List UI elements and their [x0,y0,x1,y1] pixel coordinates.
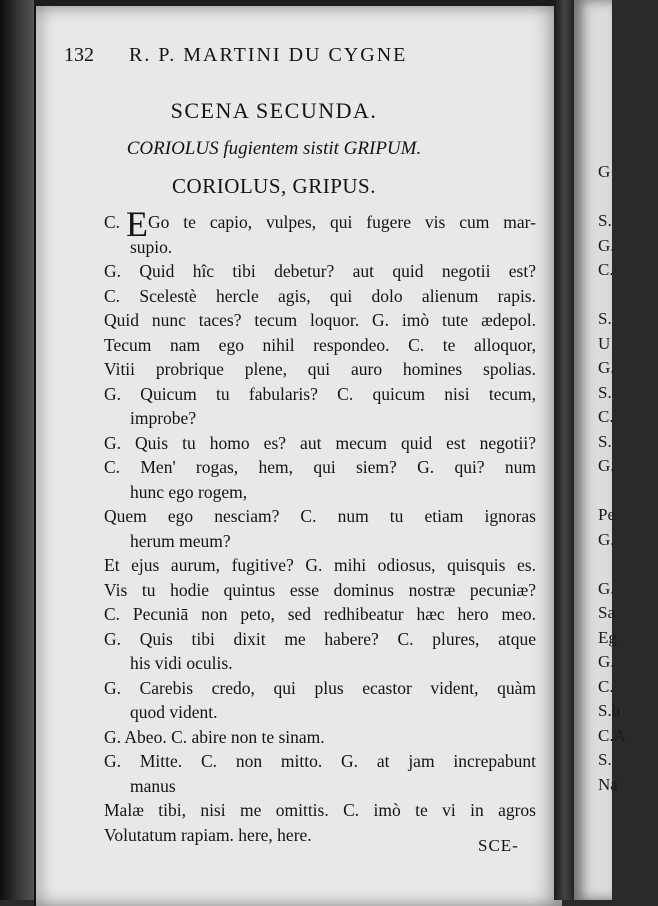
text-line: C. Scelestè hercle agis, qui dolo alienum rapis. [104,285,536,306]
facing-page-fragment: G. [598,652,615,671]
text-line: Quem ego nesciam? C. num tu etiam ignoras [104,506,536,526]
facing-page-fragment: S.b [598,701,621,720]
stage-direction: CORIOLUS fugientem sistit GRIPUM. [126,138,422,159]
text-line: Vitii probrique plene, qui auro homines spolias. [104,359,536,379]
first-line-text: Go te capio, vulpes, qui fugere vis cum mar- [148,212,536,232]
text-line: quod vident. [130,702,218,722]
text-line: Et ejus aurum, fugitive? G. mihi odiosus, quisquis es. [104,555,536,575]
facing-page-fragments [598,160,658,797]
facing-page-fragment: C. [598,676,614,696]
facing-page-fragment [598,185,658,210]
facing-page-fragment: G. [598,235,615,255]
facing-page-fragment: Na [598,774,618,794]
text-line: manus [130,775,176,796]
facing-page-fragment: G. [598,578,615,598]
text-line: G. Abeo. C. abire non te sinam. [104,726,325,747]
first-line [104,204,536,244]
text-line: Tecum nam ego nihil respondeo. C. te alloquor, [104,334,536,355]
facing-page-fragment [598,479,658,504]
page-number: 132 [64,44,94,66]
dropcap-letter: E [126,204,148,244]
facing-page-fragment: U [598,333,611,353]
facing-page [574,0,626,900]
text-line: Quid nunc taces? tecum loquor. G. imò tute ædepol. [104,310,536,330]
catchword: SCE- [478,836,519,855]
text-line: Vis tu hodie quintus esse dominus nostræ pecuniæ? [104,579,536,600]
text-line: Malæ tibi, nisi me omittis. C. imò te vi in agros [104,800,536,820]
running-head [64,44,484,67]
text-line: G. Carebis credo, qui plus ecastor vident, quàm [104,677,536,698]
facing-page-fragment: G. [598,456,615,475]
text-line: G. Quis tu homo es? aut mecum quid est negotii? [104,432,536,453]
text-line: improbe? [130,408,197,428]
book-gutter [554,0,576,900]
left-page-edge [0,0,34,900]
facing-page-fragment: G. [598,529,615,549]
text-line: G. Quicum tu fabularis? C. quicum nisi tecum, [104,383,536,404]
text-line: C. Pecuniā non peto, sed redhibeatur hæc hero meo. [104,604,536,624]
facing-page-fragment: G [598,162,611,181]
facing-page-fragment: Pe [598,505,615,524]
text-line: G. Mitte. C. non mitto. G. at jam increpabunt [104,751,536,771]
running-title: R. P. MARTINI DU CYGNE [129,44,408,66]
text-line: G. Quis tibi dixit me habere? C. plures, atque [104,628,536,649]
facing-page-fragment: G. [598,358,615,377]
text-line: his vidi oculis. [130,653,233,673]
first-speaker: C. [104,212,121,232]
facing-page-fragment [598,283,658,308]
facing-page-fragment: S. [598,211,612,230]
facing-page-fragment: Eg [598,627,617,647]
scene-title: SCENA SECUNDA. [170,98,378,123]
facing-page-fragment [598,552,658,577]
facing-page-fragment: S. [598,382,612,402]
text-line: G. Quid hîc tibi debetur? aut quid negotii est? [104,261,536,281]
facing-page-fragment: C.A [598,725,626,745]
facing-page-fragment: S. [598,309,612,328]
facing-page-fragment: Sa [598,603,615,622]
dialogue-text [104,204,536,847]
text-line: herum meum? [130,530,231,551]
facing-page-fragment: S. [598,431,612,451]
text-line: supio. [130,236,173,257]
facing-page-fragment: C. [598,407,614,426]
facing-page-fragment: S. [598,750,612,769]
facing-page-fragment: C. [598,260,614,279]
text-line: C. Men' rogas, hem, qui siem? G. qui? num [104,457,536,477]
text-line: hunc ego rogem, [130,481,248,502]
text-line: Volutatum rapiam. here, here. [104,824,312,845]
speakers-heading: CORIOLUS, GRIPUS. [172,174,376,198]
